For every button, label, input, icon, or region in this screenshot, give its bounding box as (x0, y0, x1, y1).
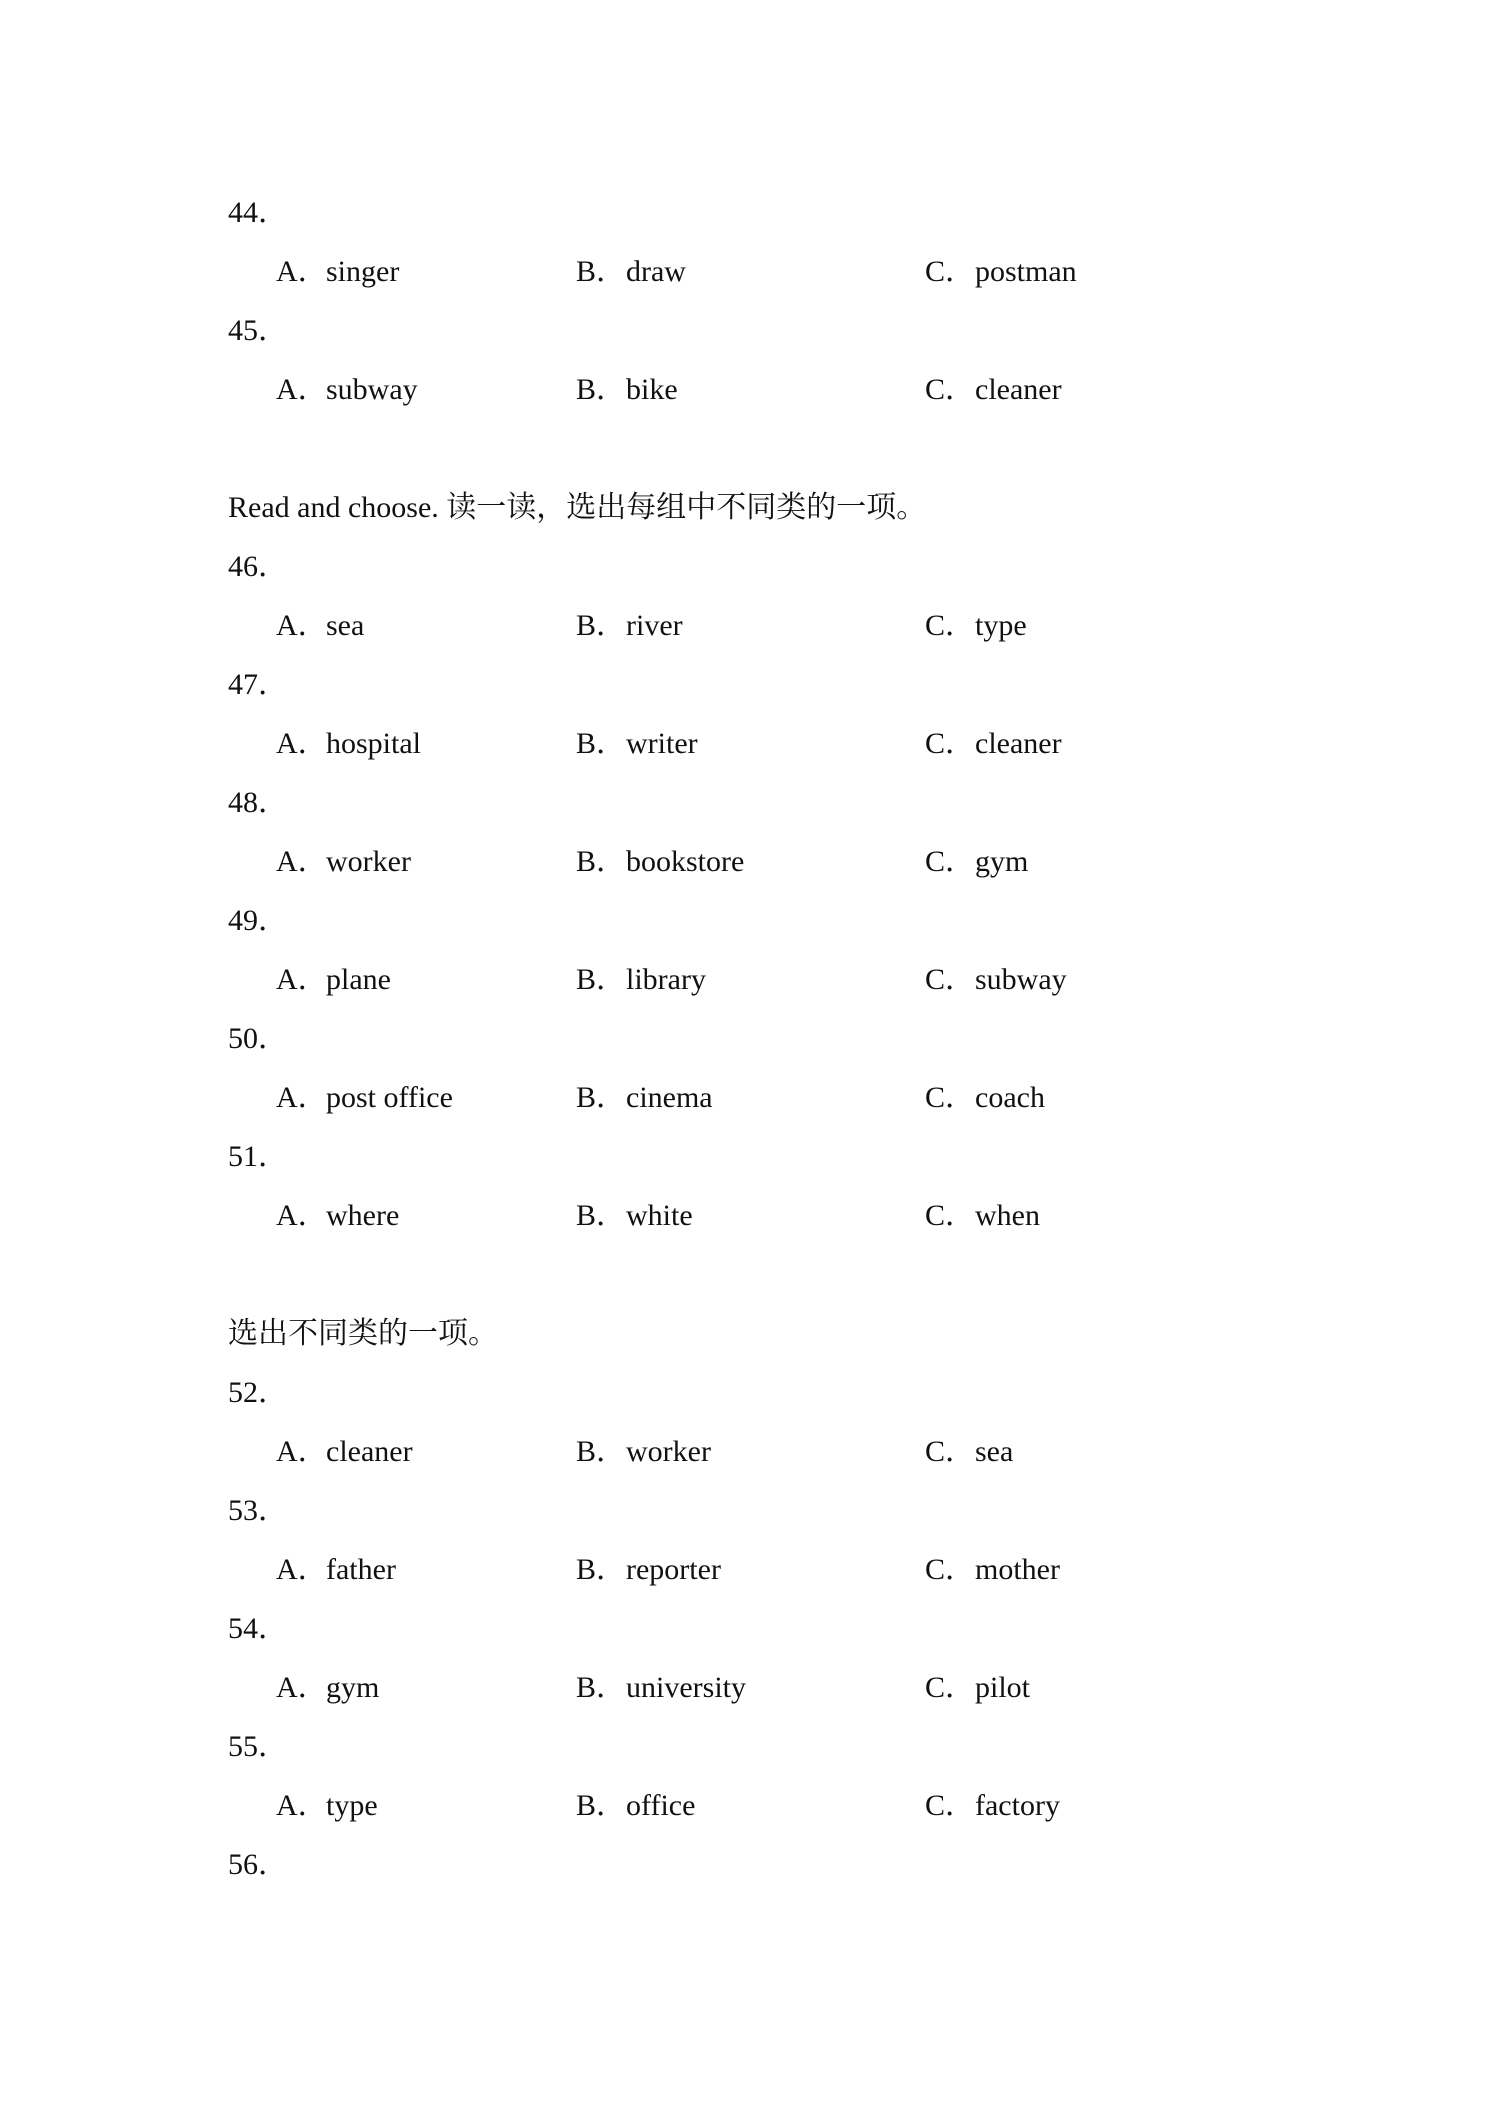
option-letter: A． (276, 963, 328, 996)
question-number: 56． (228, 1848, 288, 1881)
option-b (576, 1545, 721, 1595)
option-text: mother (975, 1553, 1060, 1586)
option-c (925, 1545, 1060, 1595)
option-text: reporter (626, 1553, 721, 1586)
option-letter: C． (925, 1199, 976, 1232)
question-list (228, 188, 1328, 1899)
option-letter: A． (276, 845, 328, 878)
option-row (228, 1545, 1328, 1604)
option-row (228, 719, 1328, 778)
option-b (576, 837, 744, 887)
option-letter: C． (925, 1671, 976, 1704)
option-b (576, 1191, 693, 1241)
option-text: cleaner (975, 727, 1062, 760)
option-text: hospital (326, 727, 421, 760)
option-text: worker (326, 845, 411, 878)
option-letter: C． (925, 609, 976, 642)
option-text: bookstore (626, 845, 745, 878)
option-letter: B． (576, 255, 627, 288)
option-a (276, 955, 391, 1005)
option-c (925, 1073, 1045, 1123)
option-text: sea (975, 1435, 1014, 1468)
option-letter: B． (576, 1671, 627, 1704)
option-text: postman (975, 255, 1077, 288)
option-a (276, 719, 421, 769)
option-a (276, 1191, 399, 1241)
option-a (276, 1663, 379, 1713)
option-letter: C． (925, 727, 976, 760)
option-letter: A． (276, 1199, 328, 1232)
option-a (276, 247, 399, 297)
option-text: coach (975, 1081, 1045, 1114)
option-letter: B． (576, 373, 627, 406)
option-a (276, 1545, 396, 1595)
option-c (925, 1191, 1040, 1241)
option-letter: A． (276, 727, 328, 760)
question-number: 55． (228, 1730, 288, 1763)
option-letter: C． (925, 1081, 976, 1114)
option-letter: C． (925, 963, 976, 996)
option-a (276, 1073, 453, 1123)
option-text: subway (326, 373, 418, 406)
option-letter: A． (276, 609, 328, 642)
option-row (228, 1781, 1328, 1840)
option-letter: C． (925, 1553, 976, 1586)
option-row (228, 955, 1328, 1014)
option-text: university (626, 1671, 746, 1704)
option-b (576, 1427, 711, 1477)
option-b (576, 1663, 746, 1713)
option-letter: C． (925, 255, 976, 288)
question-number: 54． (228, 1612, 288, 1645)
option-c (925, 365, 1062, 415)
option-letter: C． (925, 1789, 976, 1822)
option-c (925, 955, 1067, 1005)
option-letter: B． (576, 727, 627, 760)
option-text: gym (326, 1671, 380, 1704)
section-instruction: Read and choose. 读一读，选出每组中不同类的一项。 (228, 491, 927, 524)
option-text: plane (326, 963, 391, 996)
question-number: 53． (228, 1494, 288, 1527)
option-text: singer (326, 255, 400, 288)
question-number: 47． (228, 668, 288, 701)
option-c (925, 719, 1062, 769)
option-a (276, 837, 411, 887)
option-text: gym (975, 845, 1029, 878)
option-row (228, 601, 1328, 660)
option-letter: B． (576, 609, 627, 642)
option-a (276, 365, 418, 415)
option-row (228, 247, 1328, 306)
question-number: 49． (228, 904, 288, 937)
section-spacer (228, 424, 1328, 483)
question-number: 52． (228, 1376, 288, 1409)
option-letter: B． (576, 1553, 627, 1586)
option-b (576, 955, 706, 1005)
option-row (228, 1191, 1328, 1250)
question-number: 51． (228, 1140, 288, 1173)
option-letter: B． (576, 845, 627, 878)
section-instruction: 选出不同类的一项。 (228, 1317, 498, 1350)
option-a (276, 601, 364, 651)
option-a (276, 1427, 413, 1477)
option-text: river (626, 609, 683, 642)
option-text: subway (975, 963, 1067, 996)
option-b (576, 719, 698, 769)
option-c (925, 247, 1077, 297)
option-letter: C． (925, 373, 976, 406)
option-letter: A． (276, 1435, 328, 1468)
option-text: factory (975, 1789, 1060, 1822)
option-b (576, 1073, 713, 1123)
option-letter: C． (925, 845, 976, 878)
option-text: type (326, 1789, 378, 1822)
option-text: cinema (626, 1081, 713, 1114)
option-row (228, 837, 1328, 896)
option-text: library (626, 963, 706, 996)
question-number: 45． (228, 314, 288, 347)
option-text: office (626, 1789, 696, 1822)
option-text: draw (626, 255, 686, 288)
option-b (576, 1781, 695, 1831)
option-text: sea (326, 609, 365, 642)
option-letter: A． (276, 1671, 328, 1704)
option-letter: A． (276, 1789, 328, 1822)
section-spacer (228, 1250, 1328, 1309)
option-a (276, 1781, 378, 1831)
option-text: type (975, 609, 1027, 642)
option-b (576, 601, 683, 651)
option-letter: A． (276, 1553, 328, 1586)
option-letter: B． (576, 1081, 627, 1114)
option-c (925, 837, 1028, 887)
question-number: 48． (228, 786, 288, 819)
option-text: cleaner (326, 1435, 413, 1468)
option-c (925, 601, 1027, 651)
option-text: when (975, 1199, 1040, 1232)
option-text: worker (626, 1435, 711, 1468)
option-letter: A． (276, 255, 328, 288)
option-text: father (326, 1553, 396, 1586)
option-row (228, 1427, 1328, 1486)
option-row (228, 1073, 1328, 1132)
option-letter: B． (576, 963, 627, 996)
option-text: where (326, 1199, 400, 1232)
question-number: 44． (228, 196, 288, 229)
option-c (925, 1427, 1013, 1477)
option-c (925, 1663, 1030, 1713)
option-row (228, 365, 1328, 424)
option-letter: B． (576, 1435, 627, 1468)
option-text: post office (326, 1081, 453, 1114)
question-number: 50． (228, 1022, 288, 1055)
option-text: bike (626, 373, 678, 406)
option-text: pilot (975, 1671, 1031, 1704)
option-letter: B． (576, 1199, 627, 1232)
option-letter: C． (925, 1435, 976, 1468)
question-number: 46． (228, 550, 288, 583)
option-text: cleaner (975, 373, 1062, 406)
option-text: writer (626, 727, 698, 760)
option-b (576, 247, 686, 297)
option-text: white (626, 1199, 693, 1232)
option-letter: B． (576, 1789, 627, 1822)
option-c (925, 1781, 1060, 1831)
option-row (228, 1663, 1328, 1722)
option-b (576, 365, 678, 415)
option-letter: A． (276, 1081, 328, 1114)
option-letter: A． (276, 373, 328, 406)
